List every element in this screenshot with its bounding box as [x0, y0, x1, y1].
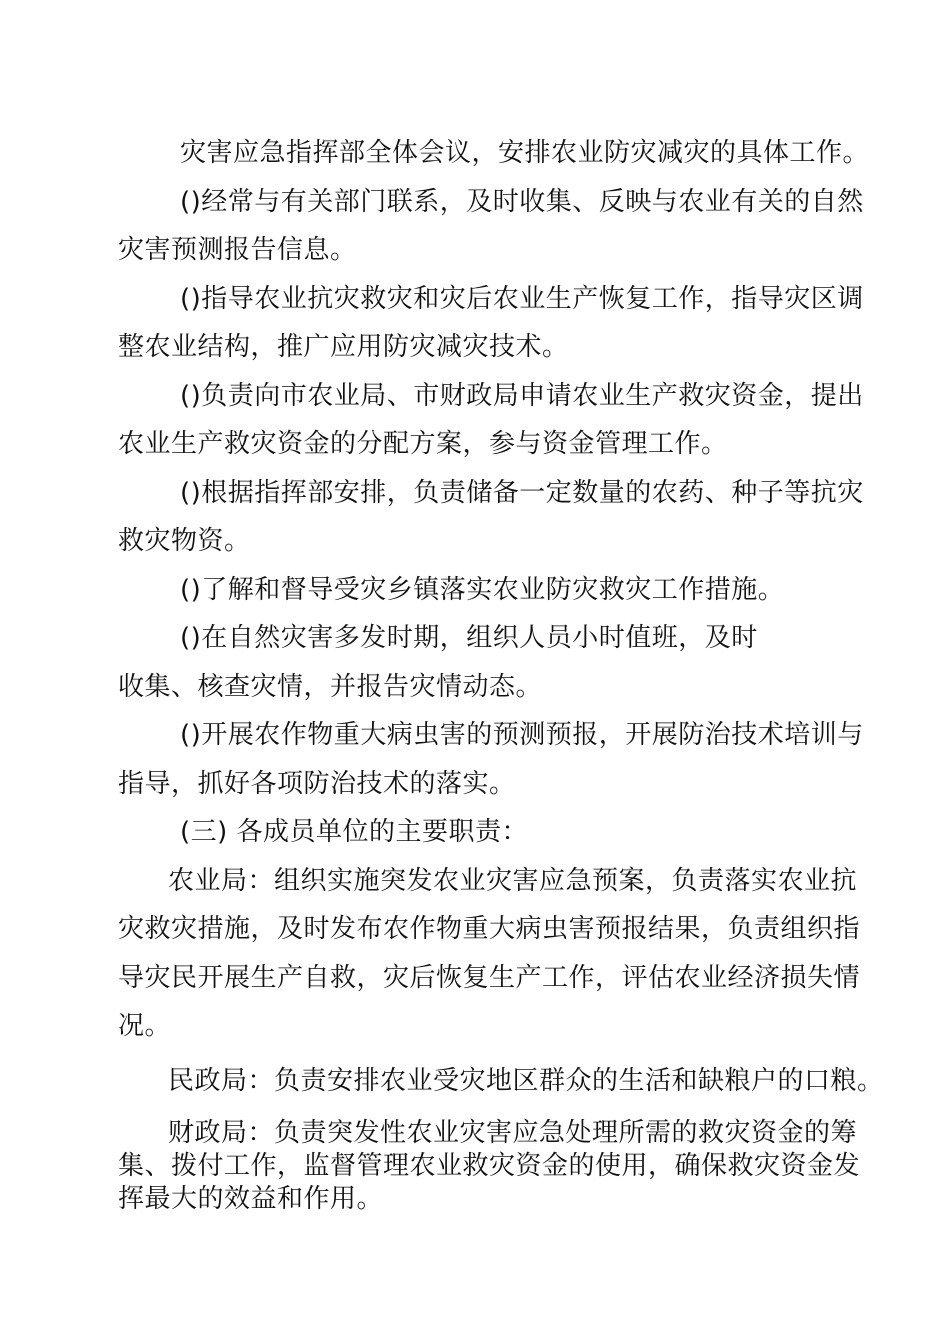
text-line: ()开展农作物重大病虫害的预测预报，开展防治技术培训与 [180, 720, 864, 750]
text-line: 导灾民开展生产自救，灾后恢复生产工作，评估农业经济损失情 [118, 963, 861, 993]
text-line: 挥最大的效益和作用。 [118, 1184, 384, 1214]
section-heading: (三) 各成员单位的主要职责： [180, 817, 529, 847]
text-line: 集、拨付工作，监督管理农业救灾资金的使用，确保救灾资金发 [118, 1151, 861, 1181]
text-line: ()根据指挥部安排，负责储备一定数量的农药、种子等抗灾 [180, 478, 864, 508]
text-line: 指导，抓好各项防治技术的落实。 [118, 769, 516, 799]
text-line: 农业局：组织实施突发农业灾害应急预案，负责落实农业抗 [168, 866, 858, 896]
text-line: ()在自然灾害多发时期，组织人员小时值班，及时 [180, 623, 758, 653]
text-line: 整农业结构，推广应用防灾减灾技术。 [118, 332, 569, 362]
text-line: 民政局：负责安排农业受灾地区群众的生活和缺粮户的口粮。 [168, 1066, 884, 1096]
text-line: ()经常与有关部门联系，及时收集、反映与农业有关的自然 [180, 187, 864, 217]
text-line: 财政局：负责突发性农业灾害应急处理所需的救灾资金的筹 [168, 1118, 858, 1148]
text-line: ()负责向市农业局、市财政局申请农业生产救灾资金，提出 [180, 381, 864, 411]
text-line: 救灾物资。 [118, 526, 251, 556]
text-line: 灾害应急指挥部全体会议，安排农业防灾减灾的具体工作。 [180, 138, 870, 168]
text-line: ()指导农业抗灾救灾和灾后农业生产恢复工作，指导灾区调 [180, 284, 864, 314]
text-line: 灾害预测报告信息。 [118, 235, 357, 265]
text-line: ()了解和督导受灾乡镇落实农业防灾救灾工作措施。 [180, 575, 785, 605]
text-line: 收集、核查灾情，并报告灾情动态。 [118, 672, 543, 702]
text-line: 农业生产救灾资金的分配方案，参与资金管理工作。 [118, 429, 728, 459]
text-line: 灾救灾措施，及时发布农作物重大病虫害预报结果，负责组织指 [118, 914, 861, 944]
text-line: 况。 [118, 1011, 172, 1041]
